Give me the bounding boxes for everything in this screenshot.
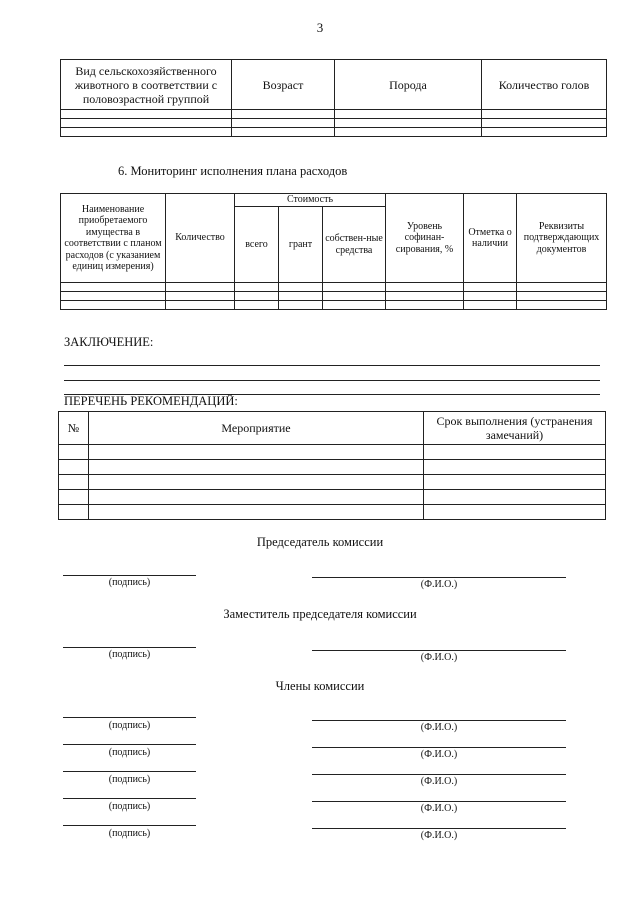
- fio-caption: (Ф.И.О.): [420, 579, 458, 590]
- signature-line[interactable]: [63, 771, 196, 772]
- table-row: [61, 128, 607, 137]
- fio-caption: (Ф.И.О.): [420, 776, 458, 787]
- header-deadline: Срок выполнения (устранения замечаний): [424, 412, 606, 445]
- table-row: [61, 119, 607, 128]
- signature-line[interactable]: [63, 575, 196, 576]
- header-quantity: Количество: [166, 194, 235, 283]
- header-property: Наименование приобретаемого имущества в соответствии с планом расходов (с указанием единиц измерения): [61, 194, 166, 283]
- signature-caption: (подпись): [108, 720, 151, 731]
- recommendations-table: [58, 411, 606, 520]
- signature-caption: (подпись): [108, 801, 151, 812]
- header-cofinancing-level: Уровень софинан-сирования, %: [386, 194, 464, 283]
- fio-line[interactable]: [312, 747, 566, 748]
- table-row: [61, 110, 607, 119]
- header-measure: Мероприятие: [89, 412, 424, 445]
- fio-caption: (Ф.И.О.): [420, 749, 458, 760]
- signature-line[interactable]: [63, 825, 196, 826]
- header-cost-own: собствен-ные средства: [323, 207, 386, 283]
- header-head-count: Количество голов: [482, 60, 607, 110]
- recommendations-title: ПЕРЕЧЕНЬ РЕКОМЕНДАЦИЙ:: [64, 394, 238, 408]
- section-6-title: 6. Мониторинг исполнения плана расходов: [118, 164, 348, 178]
- table-row: [61, 301, 607, 310]
- header-cost-total: всего: [235, 207, 279, 283]
- signature-caption: (подпись): [108, 577, 151, 588]
- fio-caption: (Ф.И.О.): [420, 803, 458, 814]
- signature-line[interactable]: [63, 647, 196, 648]
- fio-caption: (Ф.И.О.): [420, 652, 458, 663]
- table-row: [61, 292, 607, 301]
- signature-line[interactable]: [63, 744, 196, 745]
- signature-caption: (подпись): [108, 747, 151, 758]
- fio-line[interactable]: [312, 720, 566, 721]
- table-row: [59, 460, 606, 475]
- table-row: [61, 283, 607, 292]
- header-breed: Порода: [335, 60, 482, 110]
- fio-line[interactable]: [312, 801, 566, 802]
- fio-line[interactable]: [312, 774, 566, 775]
- signature-caption: (подпись): [108, 828, 151, 839]
- fio-caption: (Ф.И.О.): [420, 722, 458, 733]
- fio-line[interactable]: [312, 650, 566, 651]
- fio-line[interactable]: [312, 577, 566, 578]
- signature-line[interactable]: [63, 798, 196, 799]
- deputy-title: Заместитель председателя комиссии: [223, 607, 417, 621]
- header-cost: Стоимость: [235, 194, 386, 207]
- signature-caption: (подпись): [108, 649, 151, 660]
- conclusion-line[interactable]: [64, 365, 600, 366]
- fio-caption: (Ф.И.О.): [420, 830, 458, 841]
- signature-line[interactable]: [63, 717, 196, 718]
- expense-monitoring-table: [60, 193, 607, 310]
- fio-line[interactable]: [312, 828, 566, 829]
- table-row: [59, 475, 606, 490]
- header-number: №: [59, 412, 89, 445]
- conclusion-line[interactable]: [64, 380, 600, 381]
- conclusion-title: ЗАКЛЮЧЕНИЕ:: [64, 335, 154, 349]
- table-row: [59, 505, 606, 520]
- table-row: [59, 490, 606, 505]
- signature-caption: (подпись): [108, 774, 151, 785]
- header-age: Возраст: [232, 60, 335, 110]
- header-animal-type: Вид сельскохозяйственного животного в соответствии с половозрастной группой: [61, 60, 232, 110]
- table-row: [59, 445, 606, 460]
- header-document-details: Реквизиты подтверждающих документов: [517, 194, 607, 283]
- header-cost-grant: грант: [279, 207, 323, 283]
- page-number: 3: [316, 20, 324, 35]
- chairman-title: Председатель комиссии: [256, 535, 384, 549]
- members-title: Члены комиссии: [275, 679, 365, 693]
- header-presence-mark: Отметка о наличии: [464, 194, 517, 283]
- livestock-table: [60, 59, 607, 137]
